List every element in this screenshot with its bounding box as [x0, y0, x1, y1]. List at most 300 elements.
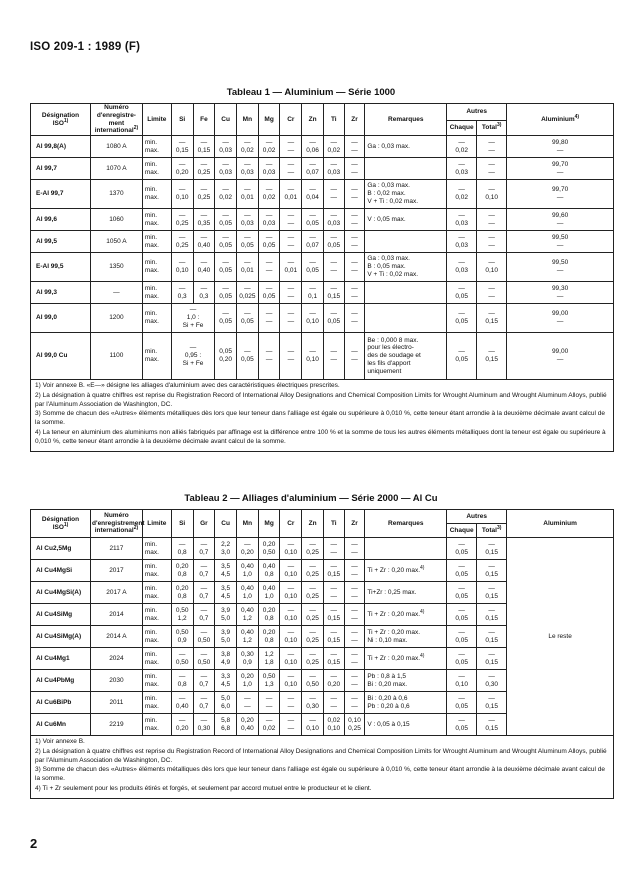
- limit-label: max.: [144, 241, 159, 249]
- element-value: —: [222, 211, 229, 219]
- element-value: —: [200, 540, 208, 548]
- element-value: —: [351, 658, 358, 666]
- element-value: —: [309, 672, 316, 680]
- limit-cell: [142, 560, 171, 582]
- limit-label: max.: [144, 318, 159, 326]
- element-value: 3,5: [221, 562, 231, 570]
- element-value: 0,25: [348, 724, 361, 732]
- element-value-cell: [215, 626, 237, 648]
- element-value-cell: [323, 158, 344, 180]
- autres-total-value: —: [488, 562, 495, 570]
- element-value: 0,25: [175, 219, 189, 227]
- element-value: —: [330, 672, 338, 680]
- registration-number-cell: 1060: [91, 209, 143, 231]
- autres-chaque-value: —: [458, 716, 465, 724]
- element-value-cell: [344, 538, 365, 560]
- element-value-cell: [258, 231, 280, 253]
- element-value-cell: [323, 582, 344, 604]
- element-value: —: [351, 562, 358, 570]
- element-value: 0,05: [262, 292, 276, 300]
- element-value-cell: [280, 692, 302, 714]
- element-value: 1,0 :: [186, 314, 200, 322]
- autres-chaque-value: —: [458, 259, 465, 267]
- element-value: —: [330, 211, 338, 219]
- element-value-cell: [344, 253, 365, 282]
- element-value: 0,10: [175, 194, 189, 202]
- element-value: —: [351, 672, 358, 680]
- th-numero-line: d'enregistrement: [92, 519, 145, 527]
- remark-line: Bi : 0,20 à 0,6: [367, 694, 408, 702]
- element-value: —: [330, 694, 338, 702]
- element-value: —: [351, 292, 358, 300]
- th-element: Mn: [237, 104, 259, 136]
- element-value: 0,03: [327, 168, 341, 176]
- autres-chaque-value: 0,05: [455, 658, 468, 666]
- remark-line: V + Ti : 0,02 max.: [367, 271, 419, 279]
- element-value: 5,0: [221, 636, 231, 644]
- element-value: 0,7: [199, 614, 209, 622]
- element-value: 2,2: [221, 540, 231, 548]
- element-value: —: [265, 356, 273, 364]
- remark-line: V : 0,05 max.: [367, 215, 406, 223]
- autres-total-value: —: [488, 186, 495, 194]
- element-value: 0,9: [177, 636, 187, 644]
- remark-line: Ga : 0,03 max.: [367, 182, 410, 190]
- element-value: —: [178, 694, 186, 702]
- autres-chaque-cell: [447, 231, 477, 253]
- autres-chaque-value: 0,10: [455, 680, 468, 688]
- designation-cell: E-Al 99,7: [31, 180, 91, 209]
- element-value: —: [200, 284, 208, 292]
- table2-notes: [31, 736, 614, 799]
- registration-number-cell: 2030: [91, 670, 143, 692]
- aluminium-cell: [507, 333, 614, 380]
- limit-label: max.: [144, 680, 159, 688]
- autres-chaque-value: 0,03: [455, 241, 468, 249]
- autres-total-cell: [477, 714, 507, 736]
- th-total-label: Total: [481, 124, 497, 131]
- element-value-cell: [215, 231, 237, 253]
- th-numero-line: international: [94, 527, 134, 535]
- element-value: 0,15: [327, 570, 341, 578]
- element-value-cell: [193, 158, 215, 180]
- element-value: —: [351, 241, 358, 249]
- element-value-cell: [258, 282, 280, 304]
- element-value: 0,02: [262, 724, 276, 732]
- element-value: —: [309, 233, 316, 241]
- autres-total-value: —: [488, 233, 495, 241]
- footnote: 4) La teneur en aluminium des aluminiums non alliés fabriqués par affinage est la différence entre 100 % et la somme de tous les autres éléments métalliques dont la teneur est égale ou supérieure à 0,010 %, cette teneur étant arrondie à la deuxième décimale avant calcul de la somme.: [35, 429, 606, 445]
- element-value: —: [200, 650, 208, 658]
- element-value: —: [244, 694, 251, 702]
- element-value: 0,03: [327, 219, 341, 227]
- element-value: —: [287, 168, 295, 176]
- element-value-cell: [258, 560, 280, 582]
- element-value: —: [287, 160, 295, 168]
- element-value: —: [265, 211, 273, 219]
- element-value: —: [309, 284, 316, 292]
- th-aluminium: Aluminium: [507, 510, 614, 538]
- element-value-cell: [323, 231, 344, 253]
- element-value: 0,9: [242, 658, 252, 666]
- element-value: —: [287, 672, 295, 680]
- element-value-cell: [171, 333, 214, 380]
- aluminium-value: 99,00: [551, 310, 569, 318]
- element-value: 0,15: [327, 658, 341, 666]
- autres-chaque-value: 0,05: [455, 356, 468, 364]
- autres-total-value: —: [488, 292, 495, 300]
- aluminium-value: 99,70: [551, 186, 569, 194]
- limit-label: max.: [144, 292, 159, 300]
- limit-label: min.: [144, 138, 158, 146]
- th-designation-label: Désignation: [41, 515, 80, 523]
- element-value-cell: [323, 282, 344, 304]
- element-value: —: [309, 540, 316, 548]
- table-row: [31, 136, 614, 158]
- autres-total-value: 0,15: [485, 548, 498, 556]
- element-value: 0,025: [239, 292, 256, 300]
- autres-total-cell: [477, 253, 507, 282]
- limit-label: min.: [144, 562, 158, 570]
- element-value: —: [287, 724, 295, 732]
- element-value: 0,20: [175, 724, 189, 732]
- remark-text: Ti + Zr : 0,20 max.: [367, 654, 421, 662]
- element-value: 0,40: [241, 724, 254, 732]
- remarks-cell: [365, 560, 447, 582]
- element-value: 0,20: [175, 168, 189, 176]
- element-value: —: [330, 310, 338, 318]
- remark-line: Ti+Zr : 0,25 max.: [367, 588, 417, 596]
- autres-total-value: —: [488, 146, 495, 154]
- element-value: —: [287, 292, 295, 300]
- element-value: —: [222, 284, 229, 292]
- designation-cell: Al Cu4Mg1: [31, 648, 91, 670]
- table-row: [31, 231, 614, 253]
- element-value-cell: [302, 626, 324, 648]
- element-value: —: [265, 160, 273, 168]
- th-designation-iso: ISO: [52, 523, 64, 531]
- autres-total-value: 0,15: [485, 592, 498, 600]
- designation-cell: Al Cu4MgSi: [31, 560, 91, 582]
- autres-total-value: 0,15: [485, 702, 498, 710]
- element-value: 1,2: [242, 614, 252, 622]
- designation-cell: Al 99,6: [31, 209, 91, 231]
- remark-line: Be : 0,000 8 max.: [367, 336, 419, 344]
- autres-chaque-value: —: [458, 138, 465, 146]
- autres-chaque-value: 0,05: [455, 570, 468, 578]
- element-value-cell: [302, 692, 324, 714]
- element-value-cell: [302, 304, 324, 333]
- element-value: —: [265, 318, 273, 326]
- th-numero-line: ment: [108, 119, 125, 127]
- registration-number-cell: 2011: [91, 692, 143, 714]
- element-value: —: [351, 194, 358, 202]
- element-value: 0,05: [306, 267, 319, 275]
- element-value-cell: [171, 670, 193, 692]
- th-designation-iso: ISO: [52, 119, 64, 127]
- registration-number-cell: —: [91, 282, 143, 304]
- element-value: —: [351, 267, 358, 275]
- element-value: 5,8: [221, 716, 231, 724]
- table2: [30, 509, 614, 799]
- element-value-cell: [237, 253, 259, 282]
- element-value: 0,01: [284, 194, 298, 202]
- autres-total-value: 0,30: [485, 680, 498, 688]
- element-value-cell: [280, 231, 302, 253]
- aluminium-value: 99,50: [551, 259, 569, 267]
- element-value-cell: [237, 582, 259, 604]
- element-value-cell: [280, 158, 302, 180]
- element-value: —: [351, 636, 358, 644]
- element-value-cell: [215, 158, 237, 180]
- element-value-cell: [171, 253, 193, 282]
- th-element: Cu: [215, 104, 237, 136]
- element-value: —: [287, 716, 295, 724]
- element-value: —: [244, 186, 251, 194]
- limit-cell: [142, 648, 171, 670]
- element-value: —: [178, 650, 186, 658]
- element-value: 0,25: [306, 636, 319, 644]
- remarks-cell: [365, 626, 447, 648]
- th-element: Ti: [323, 104, 344, 136]
- remarks-cell: [365, 538, 447, 560]
- element-value-cell: [171, 626, 193, 648]
- element-value: —: [265, 267, 273, 275]
- element-value: 0,05: [306, 219, 319, 227]
- element-value: —: [330, 628, 338, 636]
- autres-chaque-value: —: [458, 562, 465, 570]
- element-value: 0,40: [197, 241, 211, 249]
- aluminium-value: 99,00: [551, 348, 569, 356]
- element-value: —: [244, 702, 251, 710]
- element-value: 0,02: [262, 146, 276, 154]
- autres-total-value: 0,15: [485, 724, 498, 732]
- footnote: 4) Ti + Zr seulement pour les produits étirés et forgés, et seulement par accord mutuel entre le producteur et le client.: [35, 784, 372, 792]
- element-value: —: [330, 267, 338, 275]
- element-value: 3,9: [221, 606, 231, 614]
- element-value: —: [287, 606, 295, 614]
- th-autres: Autres: [447, 510, 507, 524]
- element-value-cell: [193, 604, 215, 626]
- element-value-cell: [193, 538, 215, 560]
- element-value: 3,8: [221, 650, 231, 658]
- autres-total-value: —: [488, 694, 495, 702]
- autres-total-cell: [477, 670, 507, 692]
- footnote-ref: 2): [133, 125, 139, 132]
- element-value: 0,50: [175, 658, 189, 666]
- element-value-cell: [344, 560, 365, 582]
- element-value: 0,95 :: [184, 352, 202, 360]
- aluminium-value: —: [556, 318, 564, 326]
- limit-label: min.: [144, 584, 158, 592]
- element-value-cell: [344, 231, 365, 253]
- element-value: —: [265, 138, 273, 146]
- element-value: 0,03: [262, 168, 276, 176]
- remark-text: Ti + Zr : 0,20 max.: [367, 610, 421, 618]
- aluminium-cell: [507, 253, 614, 282]
- autres-chaque-value: 0,05: [455, 702, 468, 710]
- th-numero: [91, 510, 143, 538]
- element-value: 0,05: [262, 241, 276, 249]
- th-chaque: Chaque: [447, 120, 477, 136]
- element-value-cell: [323, 253, 344, 282]
- element-value: —: [244, 540, 251, 548]
- element-value-cell: [323, 692, 344, 714]
- limit-cell: [142, 231, 171, 253]
- limit-label: max.: [144, 146, 159, 154]
- element-value-cell: [215, 180, 237, 209]
- element-value: —: [351, 211, 358, 219]
- element-value-cell: [302, 538, 324, 560]
- autres-total-cell: [477, 626, 507, 648]
- element-value: —: [265, 233, 273, 241]
- table-row: [31, 158, 614, 180]
- autres-total-value: —: [488, 219, 495, 227]
- autres-total-cell: [477, 648, 507, 670]
- element-value: —: [330, 160, 338, 168]
- element-value-cell: [258, 692, 280, 714]
- element-value: —: [351, 168, 358, 176]
- element-value: 0,25: [306, 570, 319, 578]
- element-value: 0,25: [197, 168, 211, 176]
- element-value: 0,05: [327, 241, 341, 249]
- th-element: Gr: [193, 510, 215, 538]
- element-value-cell: [323, 560, 344, 582]
- autres-total-cell: [477, 538, 507, 560]
- element-value: 0,15: [327, 292, 341, 300]
- element-value: —: [351, 284, 358, 292]
- element-value-cell: [237, 333, 259, 380]
- element-value-cell: [344, 136, 365, 158]
- th-element: Si: [171, 510, 193, 538]
- element-value-cell: [323, 604, 344, 626]
- designation-cell: Al 99,7: [31, 158, 91, 180]
- element-value: —: [330, 356, 338, 364]
- element-value: 0,25: [306, 658, 319, 666]
- element-value: 0,20: [262, 606, 276, 614]
- element-value: 0,10: [284, 658, 298, 666]
- element-value: 5,0: [221, 614, 231, 622]
- limit-cell: [142, 282, 171, 304]
- element-value: —: [200, 160, 208, 168]
- element-value-cell: [280, 560, 302, 582]
- element-value: —: [309, 348, 316, 356]
- limit-label: min.: [144, 284, 158, 292]
- autres-chaque-cell: [447, 582, 477, 604]
- element-value: 0,50: [175, 606, 189, 614]
- element-value: 0,25: [306, 614, 319, 622]
- th-numero-line: Numéro: [104, 511, 129, 519]
- element-value: —: [330, 348, 338, 356]
- element-value: —: [351, 356, 358, 364]
- element-value-cell: [171, 136, 193, 158]
- element-value-cell: [171, 582, 193, 604]
- autres-total-value: 0,15: [485, 614, 498, 622]
- registration-number-cell: 1100: [91, 333, 143, 380]
- element-value-cell: [215, 582, 237, 604]
- element-value: —: [244, 284, 251, 292]
- remark-line: Ti + Zr : 0,20 max.: [367, 628, 421, 636]
- element-value-cell: [171, 231, 193, 253]
- element-value: —: [178, 186, 186, 194]
- element-value: 0,25: [306, 592, 319, 600]
- element-value: Si + Fe: [182, 360, 204, 368]
- element-value: 0,7: [199, 680, 209, 688]
- table-row: [31, 333, 614, 380]
- element-value: —: [287, 310, 295, 318]
- th-element: Cu: [215, 510, 237, 538]
- element-value: 0,30: [241, 650, 254, 658]
- registration-number-cell: 2024: [91, 648, 143, 670]
- element-value: 1,0: [264, 592, 274, 600]
- element-value: —: [222, 160, 229, 168]
- element-value: —: [287, 138, 295, 146]
- element-value: 0,3: [177, 292, 187, 300]
- element-value: —: [265, 310, 273, 318]
- element-value: —: [330, 194, 338, 202]
- element-value: 1,0: [242, 570, 252, 578]
- page-number: 2: [30, 836, 38, 851]
- element-value: —: [287, 348, 295, 356]
- autres-total-value: 0,10: [485, 194, 498, 202]
- autres-chaque-value: 0,03: [455, 168, 468, 176]
- element-value-cell: [215, 333, 237, 380]
- th-element: Zn: [302, 104, 324, 136]
- element-value: —: [330, 548, 338, 556]
- aluminium-value: —: [556, 241, 564, 249]
- element-value: 0,10: [306, 318, 319, 326]
- element-value-cell: [258, 304, 280, 333]
- element-value-cell: [237, 180, 259, 209]
- designation-cell: Al Cu4PbMg: [31, 670, 91, 692]
- element-value-cell: [258, 648, 280, 670]
- remark-line: V : 0,05 à 0,15: [367, 720, 410, 728]
- element-value: —: [265, 259, 273, 267]
- element-value: —: [244, 160, 251, 168]
- element-value: —: [309, 694, 316, 702]
- aluminium-value: 99,50: [551, 233, 569, 241]
- element-value: 0,35: [197, 219, 211, 227]
- element-value: —: [287, 259, 295, 267]
- footnote-ref: 4): [574, 113, 580, 120]
- remark-line: V + Ti : 0,02 max.: [367, 198, 419, 206]
- autres-chaque-value: —: [458, 186, 465, 194]
- autres-chaque-value: 0,05: [455, 614, 468, 622]
- element-value: 0,20: [241, 548, 254, 556]
- element-value: 0,05: [241, 241, 254, 249]
- aluminium-value: —: [556, 168, 564, 176]
- registration-number-cell: 1050 A: [91, 231, 143, 253]
- element-value: 0,10: [306, 356, 319, 364]
- element-value: —: [287, 650, 295, 658]
- limit-label: max.: [144, 194, 159, 202]
- table2-caption-text: Tableau 2 — Alliages d'aluminium — Série 2000 — Al Cu: [184, 493, 438, 504]
- limit-label: max.: [144, 614, 159, 622]
- element-value-cell: [171, 538, 193, 560]
- autres-chaque-cell: [447, 136, 477, 158]
- autres-total-cell: [477, 209, 507, 231]
- limit-label: min.: [144, 211, 158, 219]
- designation-cell: Al Cu6BiPb: [31, 692, 91, 714]
- element-value: 4,5: [221, 680, 231, 688]
- limit-label: max.: [144, 570, 159, 578]
- aluminium-value: —: [556, 292, 564, 300]
- element-value-cell: [302, 158, 324, 180]
- table-row: [31, 209, 614, 231]
- autres-chaque-cell: [447, 560, 477, 582]
- table-row: [31, 304, 614, 333]
- remarks-cell: [365, 333, 447, 380]
